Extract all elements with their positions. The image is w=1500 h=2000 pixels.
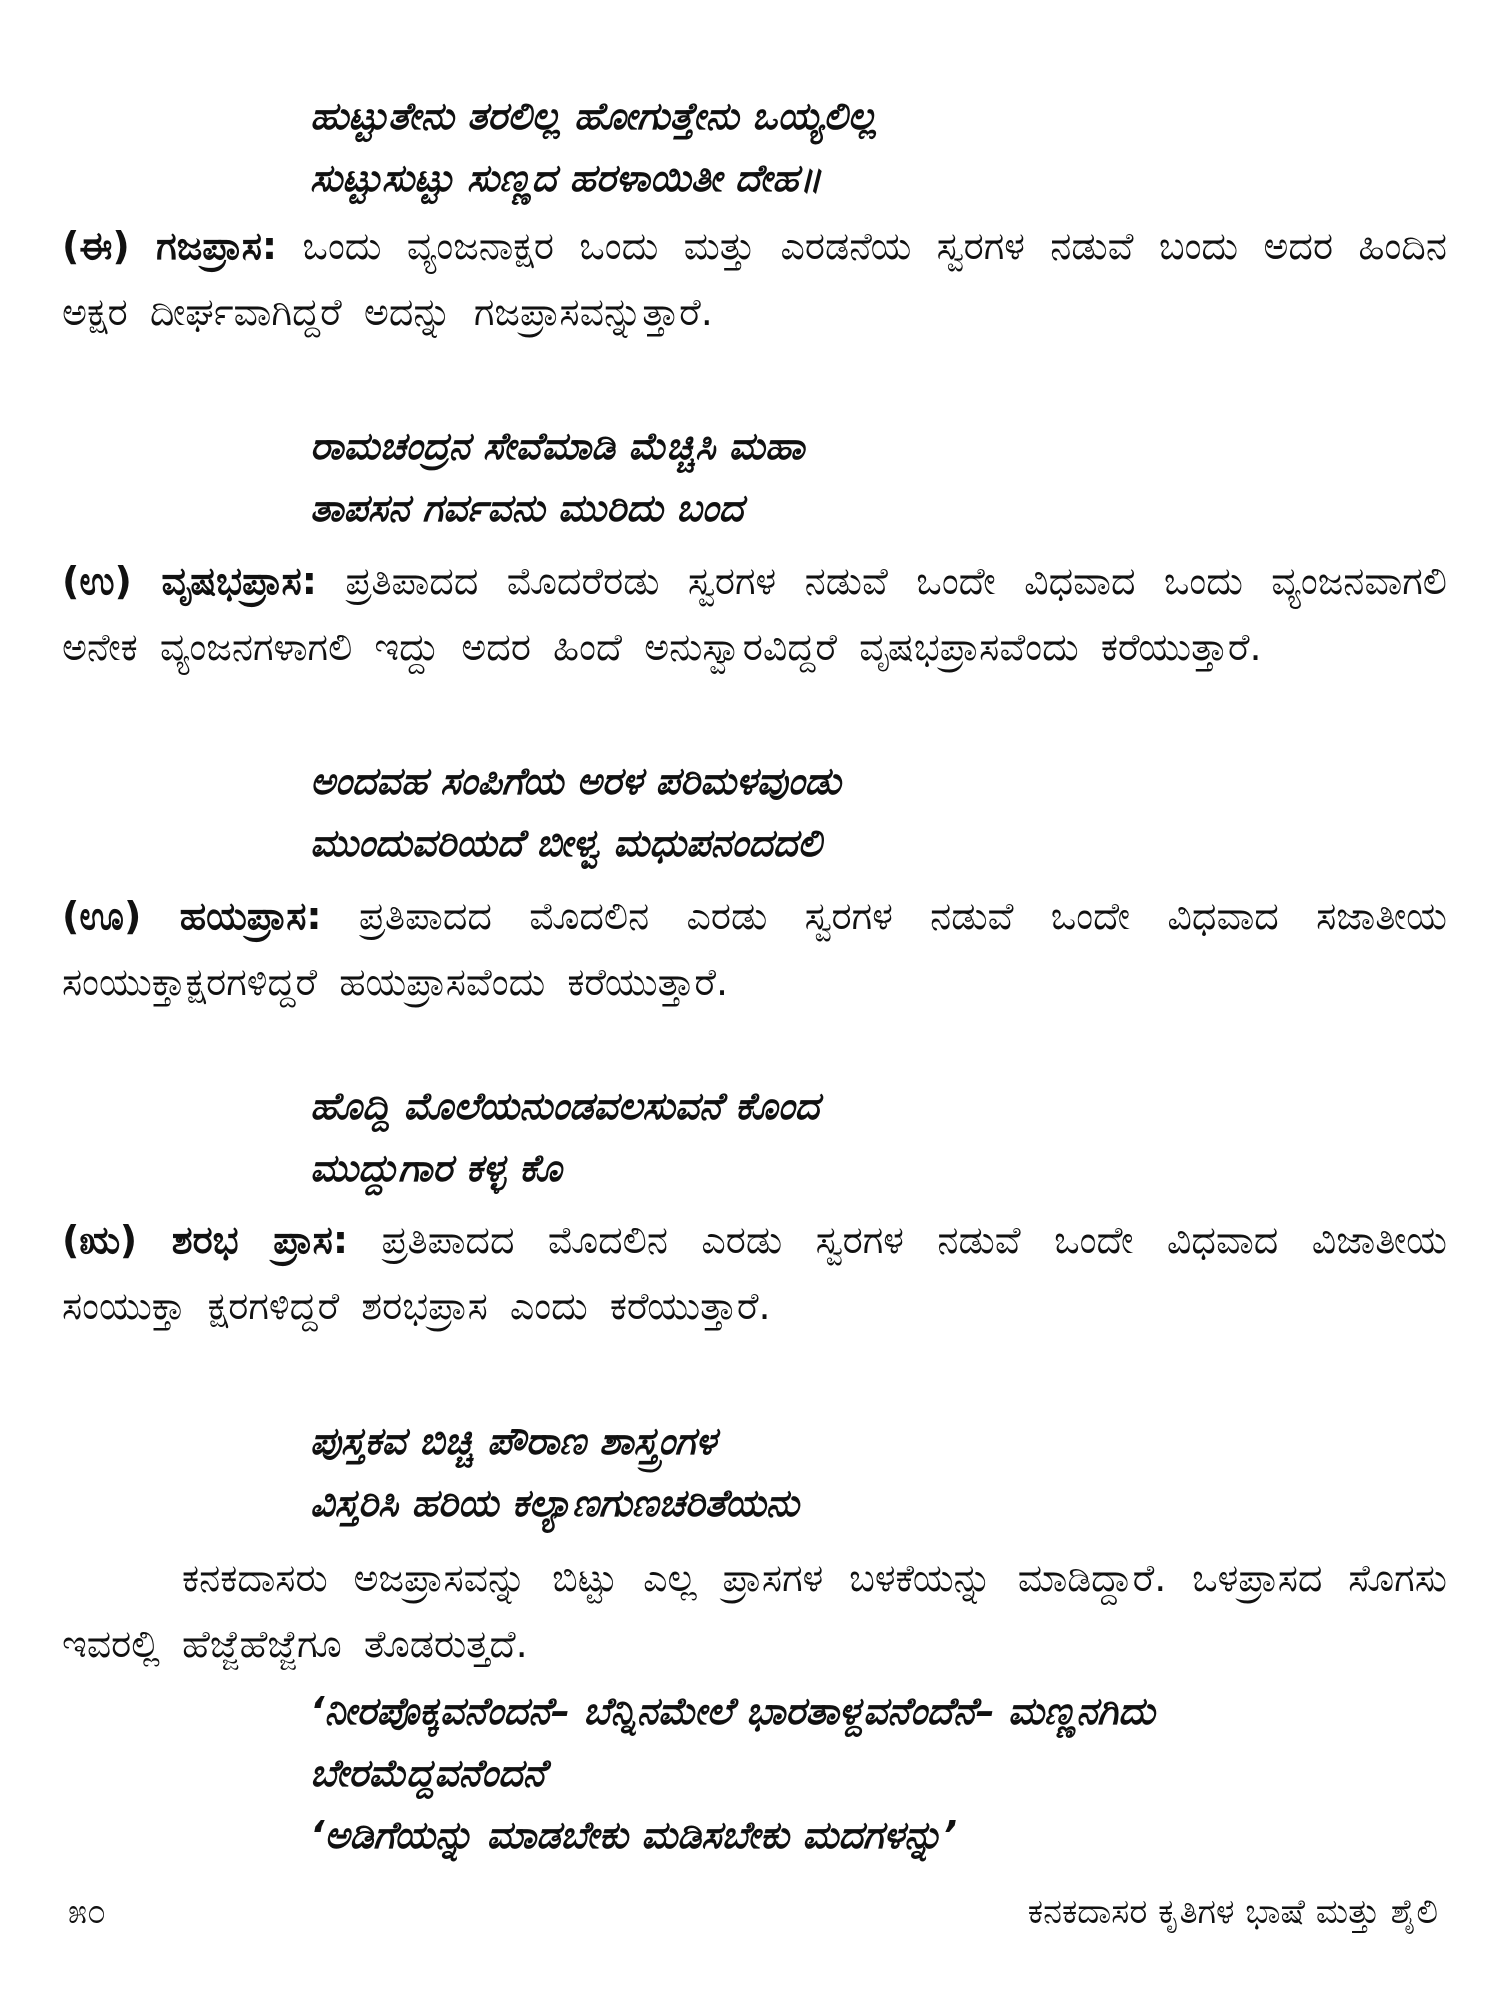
- paragraph-vrushabhaprasa: [62, 548, 1447, 680]
- verse-line: ಹೊದ್ದಿ ಮೊಲೆಯನುಂಡವಲಸುವನೆ ಕೊಂದ: [310, 1084, 820, 1128]
- verse-line: ಅಂದವಹ ಸಂಪಿಗೆಯ ಅರಳ ಪರಿಮಳವುಂಡು: [310, 759, 841, 803]
- verse-line: ಹುಟ್ಟುತೇನು ತರಲಿಲ್ಲ ಹೋಗುತ್ತೇನು ಒಯ್ಯಲಿಲ್ಲ: [310, 94, 877, 138]
- section-heading: (ಋ) ಶರಭ ಪ್ರಾಸ:: [62, 1218, 349, 1262]
- quote-block: [310, 1680, 1155, 1866]
- paragraph-text: ಒಂದು ವ್ಯಂಜನಾಕ್ಷರ ಒಂದು ಮತ್ತು ಎರಡನೆಯ ಸ್ವರಗಳ ನಡುವೆ ಬಂದು ಅದರ ಹಿಂದಿನ ಅಕ್ಷರ ದೀರ್ಘವಾಗಿದ್ದರೆ ಅದನ್ನು ಗಜಪ್ರಾಸವನ್ನುತ್ತಾರೆ.: [62, 224, 1447, 334]
- section-heading: (ಉ) ವೃಷಭಪ್ರಾಸ:: [62, 559, 317, 603]
- paragraph-text: ಪ್ರತಿಪಾದದ ಮೊದಲಿನ ಎರಡು ಸ್ವರಗಳ ನಡುವೆ ಒಂದೇ ವಿಧವಾದ ಸಜಾತೀಯ ಸಂಯುಕ್ತಾಕ್ಷರಗಳಿದ್ದರೆ ಹಯಪ್ರಾಸವೆಂದು ಕರೆಯುತ್ತಾರೆ.: [62, 894, 1447, 1004]
- page-number: ೫೦: [68, 1892, 107, 1932]
- paragraph-text: ಪ್ರತಿಪಾದದ ಮೊದಲಿನ ಎರಡು ಸ್ವರಗಳ ನಡುವೆ ಒಂದೇ ವಿಧವಾದ ವಿಜಾತೀಯ ಸಂಯುಕ್ತಾ ಕ್ಷರಗಳಿದ್ದರೆ ಶರಭಪ್ರಾಸ ಎಂದು ಕರೆಯುತ್ತಾರೆ.: [62, 1218, 1447, 1328]
- verse-line: ಸುಟ್ಟುಸುಟ್ಟು ಸುಣ್ಣದ ಹರಳಾಯಿತೀ ದೇಹ॥: [310, 156, 822, 200]
- verse-line: ಪುಸ್ತಕವ ಬಿಚ್ಚಿ ಪೌರಾಣ ಶಾಸ್ತ್ರಂಗಳ: [310, 1419, 717, 1463]
- paragraph-sharabhaprasa: [62, 1207, 1447, 1339]
- verse-line: ಮುಂದುವರಿಯದೆ ಬೀಳ್ವ ಮಧುಪನಂದದಲಿ: [310, 821, 822, 865]
- paragraph-closing: [62, 1545, 1447, 1677]
- quote-line: ಬೇರಮೆದ್ದವನೆಂದನೆ: [310, 1751, 546, 1795]
- section-heading: (ಈ) ಗಜಪ್ರಾಸ:: [62, 224, 278, 268]
- running-title: ಕನಕದಾಸರ ಕೃತಿಗಳ ಭಾಷೆ ಮತ್ತು ಶೈಲಿ: [1027, 1892, 1438, 1932]
- section-heading: (ಊ) ಹಯಪ್ರಾಸ:: [62, 894, 322, 938]
- verse-line: ಮುದ್ದುಗಾರ ಕಳ್ಳ ಕೊ: [310, 1146, 562, 1190]
- quote-line: ‘ನೀರಪೊಕ್ಕವನೆಂದನೆ– ಬೆನ್ನಿನಮೇಲೆ ಭಾರತಾಳ್ದವನೆಂದೆನೆ– ಮಣ್ಣನಗಿದು: [310, 1689, 1155, 1733]
- verse-block: [310, 1075, 819, 1199]
- verse-block: [310, 415, 805, 539]
- paragraph-text: ಪ್ರತಿಪಾದದ ಮೊದರೆರಡು ಸ್ವರಗಳ ನಡುವೆ ಒಂದೇ ವಿಧವಾದ ಒಂದು ವ್ಯಂಜನವಾಗಲಿ ಅನೇಕ ವ್ಯಂಜನಗಳಾಗಲಿ ಇದ್ದು ಅದರ ಹಿಂದೆ ಅನುಸ್ವಾರವಿದ್ದರೆ ವೃಷಭಪ್ರಾಸವೆಂದು ಕರೆಯುತ್ತಾರೆ.: [62, 559, 1448, 669]
- verse-line: ವಿಸ್ತರಿಸಿ ಹರಿಯ ಕಲ್ಯಾಣಗುಣಚರಿತೆಯನು: [310, 1481, 799, 1525]
- verse-block: [310, 85, 877, 209]
- quote-line: ‘ಅಡಿಗೆಯನ್ನು ಮಾಡಬೇಕು ಮಡಿಸಬೇಕು ಮದಗಳನ್ನು’: [310, 1813, 957, 1857]
- paragraph-hayaprasa: [62, 883, 1447, 1015]
- verse-line: ರಾಮಚಂದ್ರನ ಸೇವೆಮಾಡಿ ಮೆಚ್ಚಿಸಿ ಮಹಾ: [310, 424, 805, 468]
- paragraph-gajaprasa: [62, 213, 1447, 345]
- paragraph-text: ಕನಕದಾಸರು ಅಜಪ್ರಾಸವನ್ನು ಬಿಟ್ಟು ಎಲ್ಲ ಪ್ರಾಸಗಳ ಬಳಕೆಯನ್ನು ಮಾಡಿದ್ದಾರೆ. ಒಳಪ್ರಾಸದ ಸೊಗಸು ಇವರಲ್ಲಿ ಹೆಜ್ಜೆಹೆಜ್ಜೆಗೂ ತೊಡರುತ್ತದೆ.: [62, 1556, 1447, 1666]
- verse-block: [310, 750, 841, 874]
- verse-line: ತಾಪಸನ ಗರ್ವವನು ಮುರಿದು ಬಂದ: [310, 486, 744, 530]
- verse-block: [310, 1410, 799, 1534]
